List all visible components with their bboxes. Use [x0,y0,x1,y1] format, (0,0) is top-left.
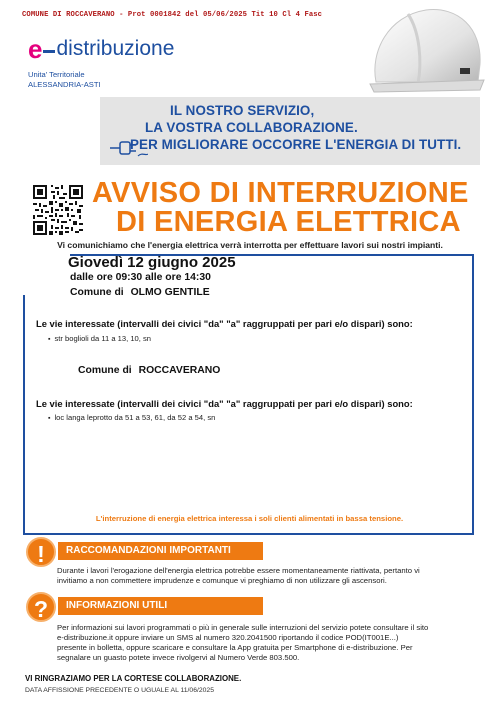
question-icon: ? [26,592,56,622]
municipality-name: OLMO GENTILE [130,287,210,298]
streets-heading-1: Le vie interessate (intervalli dei civici "da" "a" raggruppati per pari e/o dispari) sono: [36,318,413,329]
municipality-label: Comune di [78,365,132,376]
street-item: ▪ str boglioli da 11 a 13, 10, sn [48,334,151,343]
plug-icon [108,136,148,160]
info-line-3: presente in bolletta, oppure scaricare e consultare la App gratuita per Smartphone di e-distribuzione. Per [57,643,413,652]
slogan-line-1: IL NOSTRO SERVIZIO, [170,103,315,118]
outage-hours: dalle ore 09:30 alle ore 14:30 [70,272,211,283]
municipality-name: ROCCAVERANO [138,365,221,376]
logo-letter: e [28,34,43,64]
street-item: ▪ loc langa leprotto da 51 a 53, 61, da 52 a 54, sn [48,413,215,422]
protocol-stamp: COMUNE DI ROCCAVERANO - Prot 0001842 del 05/06/2025 Tit 10 Cl 4 Fasc [22,11,323,19]
affix-date: DATA AFFISSIONE PRECEDENTE O UGUALE AL 11/06/2025 [25,687,214,694]
helmet-icon [368,2,488,94]
info-line-1: Per informazioni sui lavori programmati o più in generale sulle interruzioni del servizio potete consultare il sito [57,623,429,632]
intro-text: Vi comunichiamo che l'energia elettrica verrà interrotta per effettuare lavori sui nostri impianti. [57,240,443,250]
municipality-label: Comune di [70,287,124,298]
qr-code-icon [33,185,83,235]
info-line-2: e-distribuzione.it oppure inviare un SMS al numero 320.2041500 riportando il codice POD(IT001E...) [57,633,399,642]
title-line-1: AVVISO DI INTERRUZIONE [92,177,469,209]
slogan-line-3: PER MIGLIORARE OCCORRE L'ENERGIA DI TUTTI. [130,137,462,152]
slogan-line-2: LA VOSTRA COLLABORAZIONE. [145,120,358,135]
brand-logo [28,36,174,62]
slogan-banner [100,97,480,165]
municipality-1 [70,287,210,298]
recommendations-line-1: Durante i lavori l'erogazione dell'energia elettrica potrebbe essere momentaneamente riattivata, pertanto vi [57,566,420,575]
logo-dash [43,50,55,53]
outage-date: Giovedì 12 giugno 2025 [68,254,236,271]
municipality-2 [78,365,220,376]
unit-area: ALESSANDRIA-ASTI [28,80,101,89]
title-line-2: DI ENERGIA ELETTRICA [116,206,461,238]
recommendations-line-2: invitiamo a non commettere imprudenze e comunque vi preghiamo di non utilizzare gli ascensori. [57,576,387,585]
exclamation-icon: ! [26,537,56,567]
unit-label: Unita' Territoriale [28,70,85,79]
territorial-unit [28,70,101,90]
recommendations-heading: RACCOMANDAZIONI IMPORTANTI [58,542,263,560]
low-voltage-note: L'interruzione di energia elettrica interessa i soli clienti alimentati in bassa tensione. [95,514,404,523]
thanks-text: VI RINGRAZIAMO PER LA CORTESE COLLABORAZIONE. [25,674,242,683]
info-heading: INFORMAZIONI UTILI [58,597,263,615]
info-line-4: segnalare un guasto potete invece rivolgervi al Numero Verde 803.500. [57,653,300,662]
logo-text: distribuzione [56,37,175,60]
streets-heading-2: Le vie interessate (intervalli dei civici "da" "a" raggruppati per pari e/o dispari) sono: [36,398,413,409]
